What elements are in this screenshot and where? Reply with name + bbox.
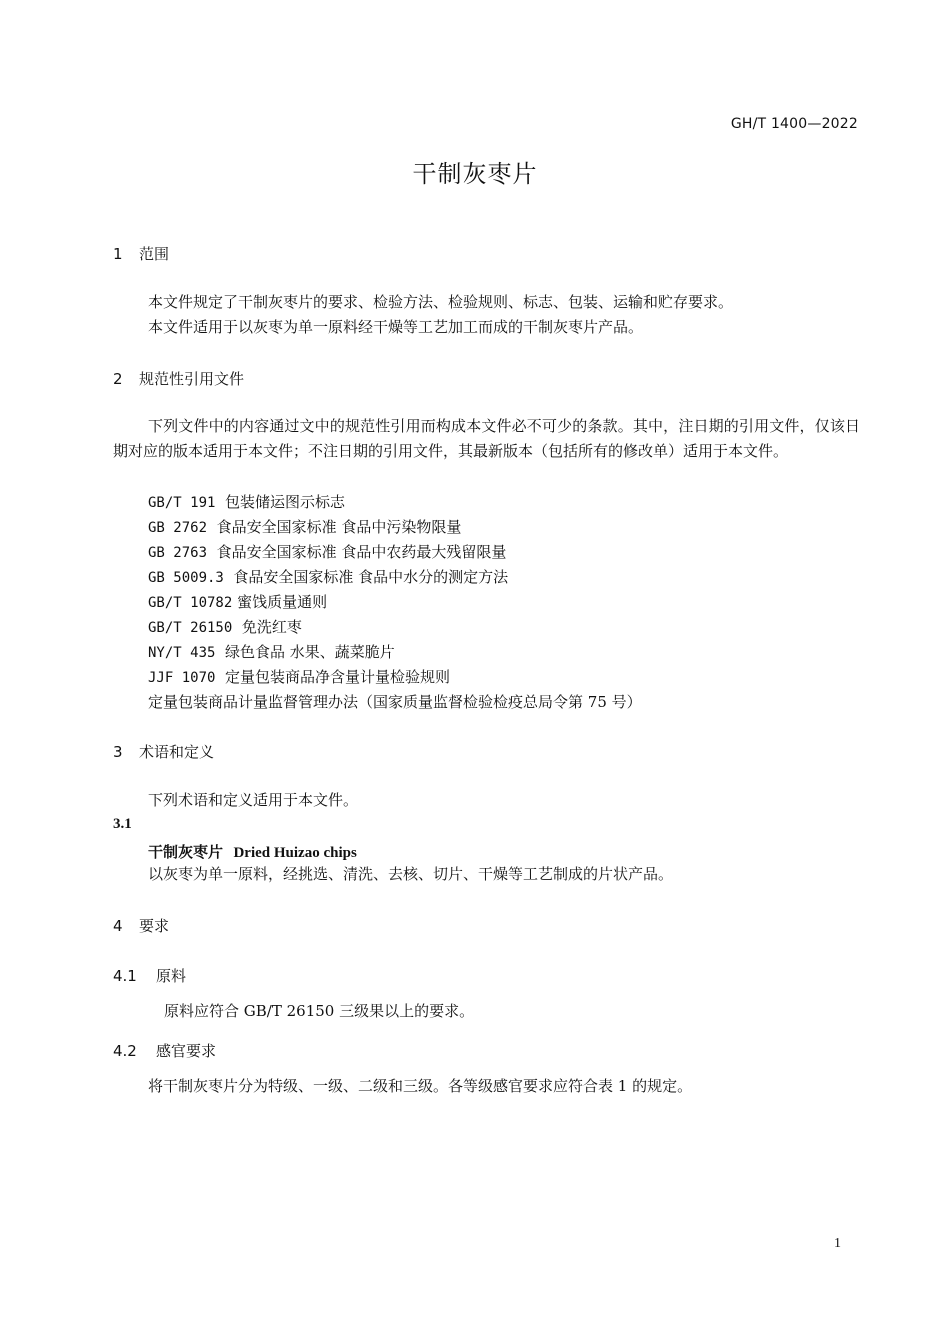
- reference-title: 食品安全国家标准 食品中污染物限量: [216, 518, 462, 536]
- reference-item: [148, 641, 395, 662]
- term-zh: 干制灰枣片: [148, 843, 224, 861]
- reference-item: [148, 491, 345, 512]
- reference-item: [148, 566, 508, 587]
- subsection-heading-raw-material: [113, 965, 186, 986]
- page-number: 1: [834, 1236, 841, 1251]
- reference-code: GB 2762: [148, 520, 208, 536]
- subsection-number: 4.1: [113, 967, 137, 985]
- paragraph: 原料应符合 GB/T 26150 三级果以上的要求。: [164, 1002, 475, 1020]
- reference-code: GB 2763: [148, 545, 208, 561]
- reference-code: JJF 1070: [148, 670, 216, 686]
- section-heading-scope: [113, 243, 169, 264]
- section-heading-requirements: [113, 915, 169, 936]
- reference-item: [148, 616, 302, 637]
- paragraph: 下列文件中的内容通过文中的规范性引用而构成本文件必不可少的条款。其中，注日期的引用文件，仅该日期对应的版本适用于本文件；不注日期的引用文件，其最新版本（包括所有的修改单）适用于本文件。: [113, 417, 860, 460]
- term-definition: 以灰枣为单一原料，经挑选、清洗、去核、切片、干燥等工艺制成的片状产品。: [148, 865, 674, 883]
- subsection-title: 原料: [156, 967, 187, 985]
- reference-code: GB/T 10782: [148, 595, 233, 611]
- reference-item: [148, 516, 461, 537]
- section-title: 术语和定义: [139, 743, 215, 761]
- reference-title: 免洗红枣: [241, 618, 302, 636]
- reference-code: GB 5009.3: [148, 570, 224, 586]
- section-number: 3: [113, 743, 123, 761]
- reference-code: NY/T 435: [148, 645, 216, 661]
- section-heading-terms: [113, 741, 214, 762]
- subsection-number: 4.2: [113, 1042, 137, 1060]
- term-heading: [148, 841, 357, 862]
- reference-title: 包装储运图示标志: [224, 493, 345, 511]
- subsection-title: 感官要求: [156, 1042, 217, 1060]
- section-number: 1: [113, 245, 123, 263]
- section-heading-normative-references: [113, 368, 244, 389]
- reference-code: GB/T 191: [148, 495, 216, 511]
- reference-title: 食品安全国家标准 食品中水分的测定方法: [233, 568, 509, 586]
- reference-title: 蜜饯质量通则: [237, 593, 328, 611]
- reference-item: [148, 541, 506, 562]
- reference-item: [148, 591, 327, 612]
- section-title: 规范性引用文件: [139, 370, 245, 388]
- section-title: 要求: [139, 917, 170, 935]
- reference-item: 定量包装商品计量监督管理办法（国家质量监督检验检疫总局令第 75 号）: [148, 693, 642, 711]
- paragraph: 本文件规定了干制灰枣片的要求、检验方法、检验规则、标志、包装、运输和贮存要求。: [148, 293, 734, 311]
- reference-code: GB/T 26150: [148, 620, 233, 636]
- subsection-heading-sensory: [113, 1040, 216, 1061]
- paragraph: 将干制灰枣片分为特级、一级、二级和三级。各等级感官要求应符合表 1 的规定。: [148, 1077, 693, 1095]
- reference-item: [148, 666, 450, 687]
- term-number: 3.1: [113, 816, 132, 832]
- paragraph: 本文件适用于以灰枣为单一原料经干燥等工艺加工而成的干制灰枣片产品。: [148, 318, 644, 336]
- reference-title: 定量包装商品净含量计量检验规则: [224, 668, 450, 686]
- section-title: 范围: [139, 245, 170, 263]
- document-title: 干制灰枣片: [412, 160, 538, 188]
- section-number: 2: [113, 370, 123, 388]
- paragraph: 下列术语和定义适用于本文件。: [148, 791, 359, 809]
- standard-code: GH/T 1400—2022: [730, 116, 858, 132]
- term-en: Dried Huizao chips: [233, 845, 357, 861]
- reference-title: 食品安全国家标准 食品中农药最大残留限量: [216, 543, 507, 561]
- reference-title: 绿色食品 水果、蔬菜脆片: [224, 643, 395, 661]
- section-number: 4: [113, 917, 123, 935]
